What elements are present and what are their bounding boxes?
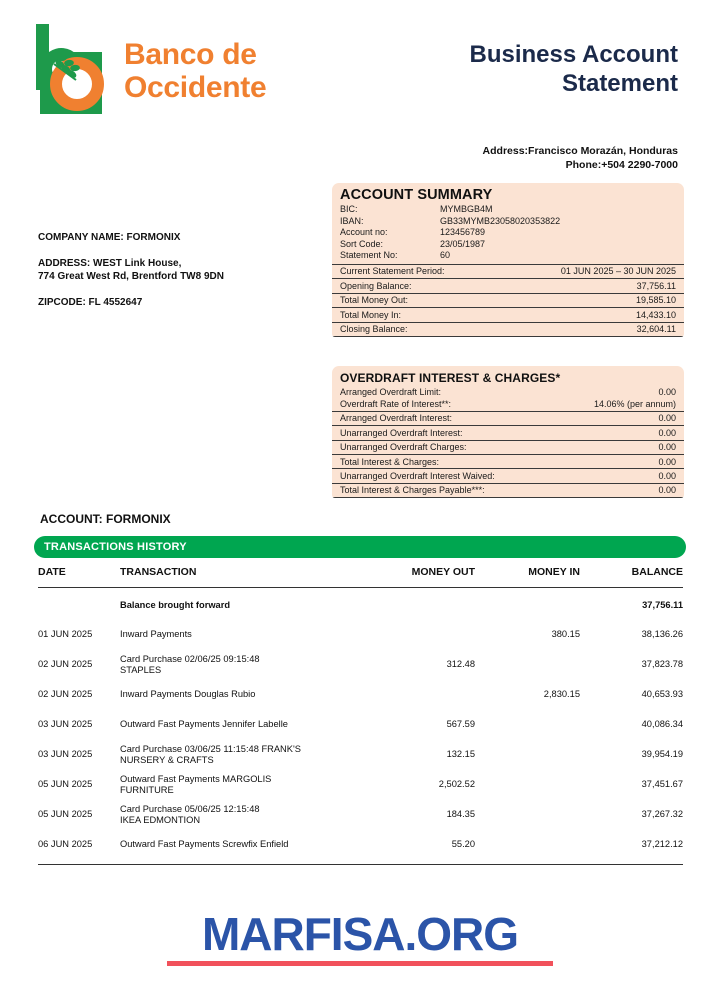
brand-logo	[32, 22, 322, 122]
customer-company: COMPANY NAME: FORMONIX	[38, 232, 181, 243]
overdraft-label: Overdraft Rate of Interest**:	[340, 399, 452, 410]
customer-address-group	[38, 257, 318, 283]
summary-detail-row	[340, 227, 676, 239]
transaction-description-line2: NURSERY & CRAFTS	[120, 755, 214, 765]
bf-balance: 37,756.11	[642, 600, 683, 611]
overdraft-lined-rows	[332, 411, 684, 498]
account-summary-panel	[332, 183, 684, 337]
brand-name-line2: Occidente	[124, 71, 267, 104]
overdraft-label: Unarranged Overdraft Interest Waived:	[340, 470, 495, 481]
table-row	[38, 680, 683, 710]
customer-address-line2: 774 Great West Rd, Brentford TW8 9DN	[38, 271, 224, 282]
summary-total-value: 14,433.10	[635, 309, 676, 320]
transaction-date: 05 JUN 2025	[38, 779, 93, 790]
transaction-money-out: 567.59	[446, 719, 475, 730]
transaction-description-line1: Card Purchase 05/06/25 12:15:48	[120, 803, 260, 814]
overdraft-row	[332, 386, 684, 398]
transaction-description-line1: Card Purchase 03/06/25 11:15:48 FRANK'S	[120, 743, 301, 754]
transaction-description-line1: Inward Payments Douglas Rubio	[120, 689, 256, 700]
customer-company-group	[38, 231, 318, 244]
brand-name	[124, 38, 266, 104]
overdraft-row	[332, 411, 684, 425]
transactions-history-banner-label: TRANSACTIONS HISTORY	[44, 541, 187, 553]
overdraft-row	[332, 425, 684, 439]
transactions-table-header	[38, 566, 683, 588]
customer-details	[38, 231, 318, 309]
summary-total-row	[332, 307, 684, 321]
transaction-date: 01 JUN 2025	[38, 629, 93, 640]
summary-total-row	[332, 322, 684, 337]
summary-detail-label: Sort Code:	[340, 238, 384, 249]
transaction-date: 02 JUN 2025	[38, 689, 93, 700]
summary-detail-row	[340, 216, 676, 228]
overdraft-label: Arranged Overdraft Limit:	[340, 387, 442, 397]
summary-detail-label: Statement No:	[340, 250, 398, 261]
transaction-balance: 37,212.12	[641, 839, 683, 850]
table-row	[38, 800, 683, 830]
column-header-balance: BALANCE	[631, 566, 683, 578]
transaction-balance: 38,136.26	[641, 629, 683, 640]
summary-detail-value: 60	[440, 250, 451, 261]
summary-total-label: Total Money In:	[340, 309, 402, 320]
summary-detail-value: MYMBGB4M	[440, 204, 493, 214]
customer-address-line1: ADDRESS: WEST Link House,	[38, 258, 182, 269]
overdraft-value: 0.00	[658, 442, 676, 453]
account-summary-details	[332, 204, 684, 264]
table-row	[38, 740, 683, 770]
column-header-money-in: MONEY IN	[528, 566, 580, 578]
transaction-description-line2: STAPLES	[120, 665, 162, 675]
summary-detail-label: IBAN:	[340, 215, 364, 226]
summary-total-label: Total Money Out:	[340, 295, 409, 306]
summary-total-row	[332, 278, 684, 292]
transaction-money-out: 312.48	[446, 659, 475, 670]
transaction-description-line1: Outward Fast Payments MARGOLIS	[120, 773, 272, 784]
summary-detail-label: Account no:	[340, 227, 388, 238]
transaction-money-out: 132.15	[446, 749, 475, 760]
summary-total-label: Current Statement Period:	[340, 266, 445, 277]
overdraft-row	[332, 440, 684, 454]
brand-name-line1: Banco de	[124, 38, 257, 71]
transaction-description-line1: Outward Fast Payments Screwfix Enfield	[120, 839, 289, 850]
table-row	[38, 830, 683, 860]
transaction-description	[120, 774, 365, 797]
transaction-description	[120, 839, 365, 851]
summary-detail-value: GB33MYMB23058020353822	[440, 215, 561, 226]
transactions-table	[38, 566, 683, 865]
overdraft-panel	[332, 366, 684, 498]
transaction-money-in: 2,830.15	[543, 689, 580, 700]
banco-de-occidente-logo-icon	[32, 22, 110, 120]
transaction-money-in: 380.15	[551, 629, 580, 640]
overdraft-value: 14.06% (per annum)	[593, 399, 676, 410]
table-row	[38, 710, 683, 740]
overdraft-label: Unarranged Overdraft Interest:	[340, 427, 463, 438]
table-row	[38, 620, 683, 650]
transaction-date: 02 JUN 2025	[38, 659, 93, 670]
overdraft-value: 0.00	[658, 427, 676, 438]
account-summary-totals	[332, 264, 684, 337]
bank-address: Address:Francisco Morazán, Honduras	[482, 145, 678, 157]
transaction-description-line1: Outward Fast Payments Jennifer Labelle	[120, 719, 288, 730]
transaction-description-line2: IKEA EDMONTION	[120, 815, 201, 825]
bank-phone: Phone:+504 2290-7000	[565, 159, 678, 171]
transaction-balance: 37,267.32	[641, 809, 683, 820]
bank-contact-info	[278, 144, 678, 172]
summary-detail-value: 123456789	[440, 227, 486, 238]
column-header-money-out: MONEY OUT	[411, 566, 475, 578]
summary-total-row	[332, 264, 684, 278]
summary-total-value: 37,756.11	[636, 280, 676, 291]
summary-detail-value: 23/05/1987	[440, 238, 486, 249]
summary-detail-label: BIC:	[340, 204, 358, 214]
document-header	[0, 0, 720, 140]
transaction-balance: 37,823.78	[641, 659, 683, 670]
page-title-line2: Statement	[561, 70, 678, 97]
table-row	[38, 650, 683, 680]
overdraft-value: 0.00	[658, 387, 676, 397]
overdraft-value: 0.00	[658, 413, 676, 424]
account-summary-title: ACCOUNT SUMMARY	[340, 187, 493, 203]
summary-total-label: Opening Balance:	[340, 280, 412, 291]
summary-detail-row	[340, 239, 676, 251]
overdraft-row	[332, 468, 684, 482]
overdraft-title: OVERDRAFT INTEREST & CHARGES*	[340, 371, 561, 385]
account-label: ACCOUNT: FORMONIX	[40, 512, 171, 526]
balance-brought-forward-row	[38, 588, 683, 620]
summary-total-value: 32,604.11	[636, 324, 676, 335]
customer-zipcode-group	[38, 296, 318, 309]
transaction-balance: 39,954.19	[641, 749, 683, 760]
watermark-underline	[167, 961, 553, 966]
overdraft-label: Total Interest & Charges:	[340, 456, 440, 467]
transaction-date: 03 JUN 2025	[38, 749, 93, 760]
summary-total-label: Closing Balance:	[340, 324, 408, 335]
overdraft-value: 0.00	[658, 485, 676, 496]
customer-zipcode: ZIPCODE: FL 4552647	[38, 297, 143, 308]
overdraft-label: Total Interest & Charges Payable***:	[340, 485, 485, 496]
overdraft-row	[332, 483, 684, 498]
overdraft-row	[332, 398, 684, 410]
watermark-text: MARFISA.ORG	[201, 908, 519, 960]
transaction-description-line1: Card Purchase 02/06/25 09:15:48	[120, 653, 260, 664]
summary-total-value: 01 JUN 2025 – 30 JUN 2025	[560, 266, 676, 277]
transaction-balance: 40,653.93	[641, 689, 683, 700]
transactions-rows	[38, 620, 683, 860]
transaction-description	[120, 629, 365, 641]
summary-detail-row	[340, 204, 676, 216]
transaction-description	[120, 654, 365, 677]
transaction-date: 03 JUN 2025	[38, 719, 93, 730]
transaction-money-out: 184.35	[446, 809, 475, 820]
transaction-date: 06 JUN 2025	[38, 839, 93, 850]
transaction-description	[120, 804, 365, 827]
transaction-balance: 37,451.67	[641, 779, 683, 790]
summary-total-value: 19,585.10	[635, 295, 676, 306]
summary-detail-row	[340, 250, 676, 262]
page-title	[348, 40, 678, 98]
bf-label: Balance brought forward	[120, 600, 231, 611]
column-header-transaction: TRANSACTION	[120, 566, 197, 578]
transaction-description	[120, 719, 365, 731]
transaction-balance: 40,086.34	[641, 719, 683, 730]
transaction-money-out: 2,502.52	[438, 779, 475, 790]
overdraft-label: Arranged Overdraft Interest:	[340, 413, 453, 424]
transaction-description	[120, 744, 365, 767]
table-row	[38, 770, 683, 800]
transaction-money-out: 55.20	[451, 839, 475, 850]
transactions-table-footer-rule	[38, 864, 683, 865]
overdraft-label: Unarranged Overdraft Charges:	[340, 442, 467, 453]
overdraft-row	[332, 454, 684, 468]
overdraft-value: 0.00	[658, 470, 676, 481]
transaction-description-line2: FURNITURE	[120, 785, 174, 795]
overdraft-open-rows	[332, 386, 684, 411]
summary-total-row	[332, 293, 684, 307]
column-header-date: DATE	[38, 566, 66, 578]
overdraft-value: 0.00	[658, 456, 676, 467]
transaction-description-line1: Inward Payments	[120, 629, 192, 640]
transaction-date: 05 JUN 2025	[38, 809, 93, 820]
watermark	[0, 908, 720, 966]
transaction-description	[120, 689, 365, 701]
page-title-line1: Business Account	[469, 41, 678, 68]
transactions-history-banner	[34, 536, 686, 558]
